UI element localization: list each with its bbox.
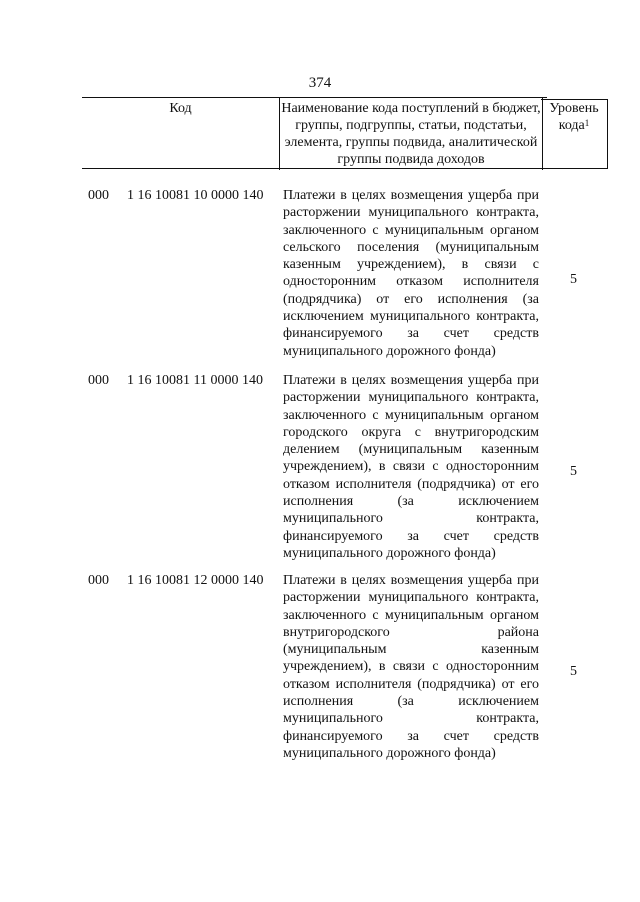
budget-code: 1 16 10081 12 0000 140 bbox=[127, 573, 264, 588]
header-code: Код bbox=[169, 101, 192, 116]
row-name: Платежи в целях возмещения ущерба при расторжении муниципального контракта, заключенного с муниципальным органом сельского поселения (муниципальным казенным учреждением), в связи с односторонним отказом исполнителя (подрядчика) от его исполнения (за исключением муниципального контракта, финансируемого за счет средств муниципального дорожного фонда) bbox=[283, 188, 539, 359]
row-name: Платежи в целях возмещения ущерба при расторжении муниципального контракта, заключенного с муниципальным органом внутригородского района (муниципальным казенным учреждением), в связи с односторонним отказом исполнителя (подрядчика) от его исполнения (за исключением муниципального контракта, финансируемого за счет средств муниципального дорожного фонда) bbox=[283, 573, 539, 761]
header-name: Наименование кода поступлений в бюджет, группы, подгруппы, статьи, подстатьи, элемента, группы подвида, аналитической группы подвида доходов bbox=[279, 98, 543, 170]
budget-code: 1 16 10081 11 0000 140 bbox=[127, 373, 263, 388]
admin-code: 000 bbox=[88, 373, 109, 388]
header-level-label: Уровень кода bbox=[549, 101, 599, 133]
header-level-footnote: 1 bbox=[584, 118, 590, 128]
admin-code: 000 bbox=[88, 573, 109, 588]
row-level: 5 bbox=[570, 464, 577, 479]
budget-code: 1 16 10081 10 0000 140 bbox=[127, 188, 264, 203]
page-number: 374 bbox=[308, 75, 332, 91]
row-level: 5 bbox=[570, 272, 577, 287]
row-level: 5 bbox=[570, 664, 577, 679]
row-name: Платежи в целях возмещения ущерба при расторжении муниципального контракта, заключенного с муниципальным органом городского округа с внутригородским делением (муниципальным казенным учреждением), в связи с односторонним отказом исполнителя (подрядчика) от его исполнения (за исключением муниципального контракта, финансируемого за счет средств муниципального дорожного фонда) bbox=[283, 373, 539, 561]
table-header bbox=[82, 97, 547, 169]
admin-code: 000 bbox=[88, 188, 109, 203]
header-level bbox=[541, 99, 608, 169]
